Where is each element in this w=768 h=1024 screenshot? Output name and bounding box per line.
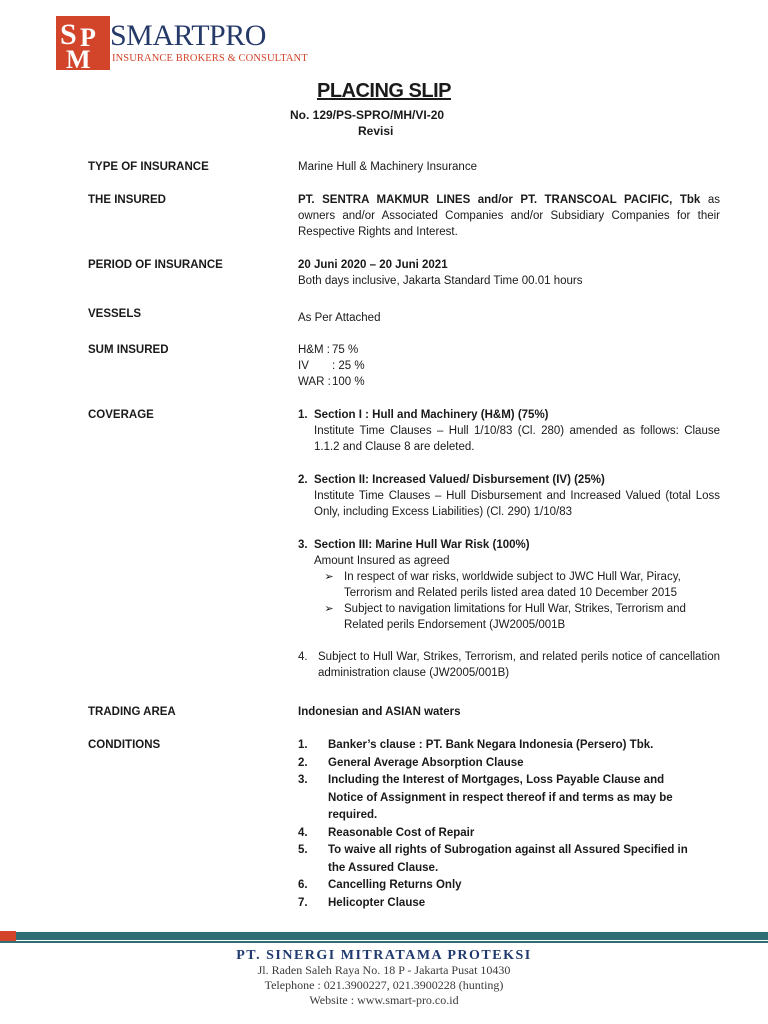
condition-text: General Average Absorption Clause [328,756,524,769]
section-title: Section I : Hull and Machinery (H&M) (75%) [314,409,549,421]
section-body: Institute Time Clauses – Hull 1/10/83 (Cl. 280) amended as follows: Clause 1.1.2 and Clause 8 are deleted. [314,425,720,453]
conditions-list [298,737,698,912]
trading-area-label: TRADING AREA [88,706,176,718]
svg-text:M: M [66,45,91,70]
footer-company-name: PT. SINERGI MITRATAMA PROTEKSI [236,948,532,963]
condition-text: Banker’s clause : PT. Bank Negara Indonesia (Persero) Tbk. [328,739,654,751]
sum-insured-key: WAR : [298,376,331,388]
document-number: No. 129/PS-SPRO/MH/VI-20 [290,108,445,122]
condition-number: 1. [298,739,308,751]
condition-number: 5. [298,844,308,856]
insured-names: PT. SENTRA MAKMUR LINES and/or PT. TRANSCOAL PACIFIC, Tbk [298,194,701,206]
section-bullets [298,569,720,633]
footer-telephone: Telephone : 021.3900227, 021.3900228 (hunting) [264,978,504,992]
condition-item [298,755,698,773]
bullet-item [314,601,720,633]
condition-text: To waive all rights of Subrogation against all Assured Specified in the Assured Clause. [328,844,688,874]
section-amount: Amount Insured as agreed [314,555,450,567]
document-revision: Revisi [358,124,394,138]
sum-insured-item [298,374,720,390]
coverage-value [298,407,720,681]
condition-item [298,737,698,755]
bullet-text: Subject to navigation limitations for Hull War, Strikes, Terrorism and Related perils Endorsement (JW2005/001B [344,603,686,631]
coverage-label: COVERAGE [88,409,154,421]
section-number: 1. [298,409,308,421]
footer-address: Jl. Raden Saleh Raya No. 18 P - Jakarta Pusat 10430 [257,963,511,977]
insured-label: THE INSURED [88,194,166,206]
smartpro-logo-mark [56,16,110,70]
svg-text:P: P [80,23,96,52]
section-number: 3. [298,539,308,551]
coverage-section-4 [298,649,720,681]
footer-website: Website : www.smart-pro.co.id [309,993,459,1007]
conditions-label: CONDITIONS [88,739,161,751]
period-value [298,257,720,289]
arrow-bullet-icon: ➢ [324,603,334,615]
section-body: Subject to Hull War, Strikes, Terrorism, and related perils notice of cancellation administration clause (JW2005/001B) [318,651,720,679]
condition-item [298,772,698,825]
insured-description: as owners and/or Associated Companies and/or Subsidiary Companies for their Respective Rights and Interest. [298,194,720,238]
condition-item [298,895,698,913]
condition-text: Cancelling Returns Only [328,879,462,891]
document-title: PLACING SLIP [316,80,451,102]
condition-number: 7. [298,896,308,909]
sum-insured-value: : 25 % [332,360,365,372]
section-body: Institute Time Clauses – Hull Disbursement and Increased Valued (total Loss Only, including Excess Liabilities) (Cl. 290) 1/10/83 [314,490,720,518]
sum-insured-value: 100 % [332,376,365,388]
section-number: 2. [298,474,308,486]
coverage-section-1 [298,407,720,455]
condition-number: 4. [298,826,308,839]
vessels-value: As Per Attached [298,312,381,324]
condition-item [298,825,698,843]
insured-value [298,192,720,240]
section-number: 4. [298,651,308,663]
condition-item [298,842,698,877]
arrow-bullet-icon: ➢ [324,571,334,583]
sum-insured-key: IV [298,360,309,372]
section-title: Section II: Increased Valued/ Disbursement (IV) (25%) [314,474,605,486]
type-of-insurance-label: TYPE OF INSURANCE [88,161,209,173]
condition-item [298,877,698,895]
brand-name: SMARTPRO [110,19,266,52]
condition-text: Helicopter Clause [328,896,426,909]
condition-number: 2. [298,756,308,769]
brand-subtitle: INSURANCE BROKERS & CONSULTANT [112,53,308,64]
sum-insured-list [298,342,720,390]
sum-insured-item [298,342,720,358]
period-label: PERIOD OF INSURANCE [88,259,223,271]
sum-insured-label: SUM INSURED [88,344,169,356]
condition-number: 3. [298,774,308,786]
condition-number: 6. [298,879,308,891]
sum-insured-value: 75 % [332,344,359,356]
footer-divider-accent [0,931,16,941]
section-title: Section III: Marine Hull War Risk (100%) [314,539,530,551]
svg-text:S: S [60,18,77,51]
sum-insured-item [298,358,720,374]
sum-insured-key: H&M : [298,344,330,356]
bullet-text: In respect of war risks, worldwide subject to JWC Hull War, Piracy, Terrorism and Related perils listed area dated 10 December 2015 [344,571,681,599]
vessels-label: VESSELS [88,308,142,320]
bullet-item [314,569,720,601]
period-dates: 20 Juni 2020 – 20 Juni 2021 [298,259,448,271]
footer-divider-line [0,941,768,943]
coverage-section-2 [298,472,720,520]
footer-divider-band [0,932,768,940]
condition-text: Including the Interest of Mortgages, Loss Payable Clause and Notice of Assignment in respect thereof if and terms as may be required. [328,774,673,821]
condition-text: Reasonable Cost of Repair [328,826,475,839]
trading-area-value: Indonesian and ASIAN waters [298,706,461,718]
period-note: Both days inclusive, Jakarta Standard Time 00.01 hours [298,275,583,287]
type-of-insurance-value: Marine Hull & Machinery Insurance [298,161,477,173]
coverage-section-3 [298,537,720,633]
company-logo [56,16,308,72]
